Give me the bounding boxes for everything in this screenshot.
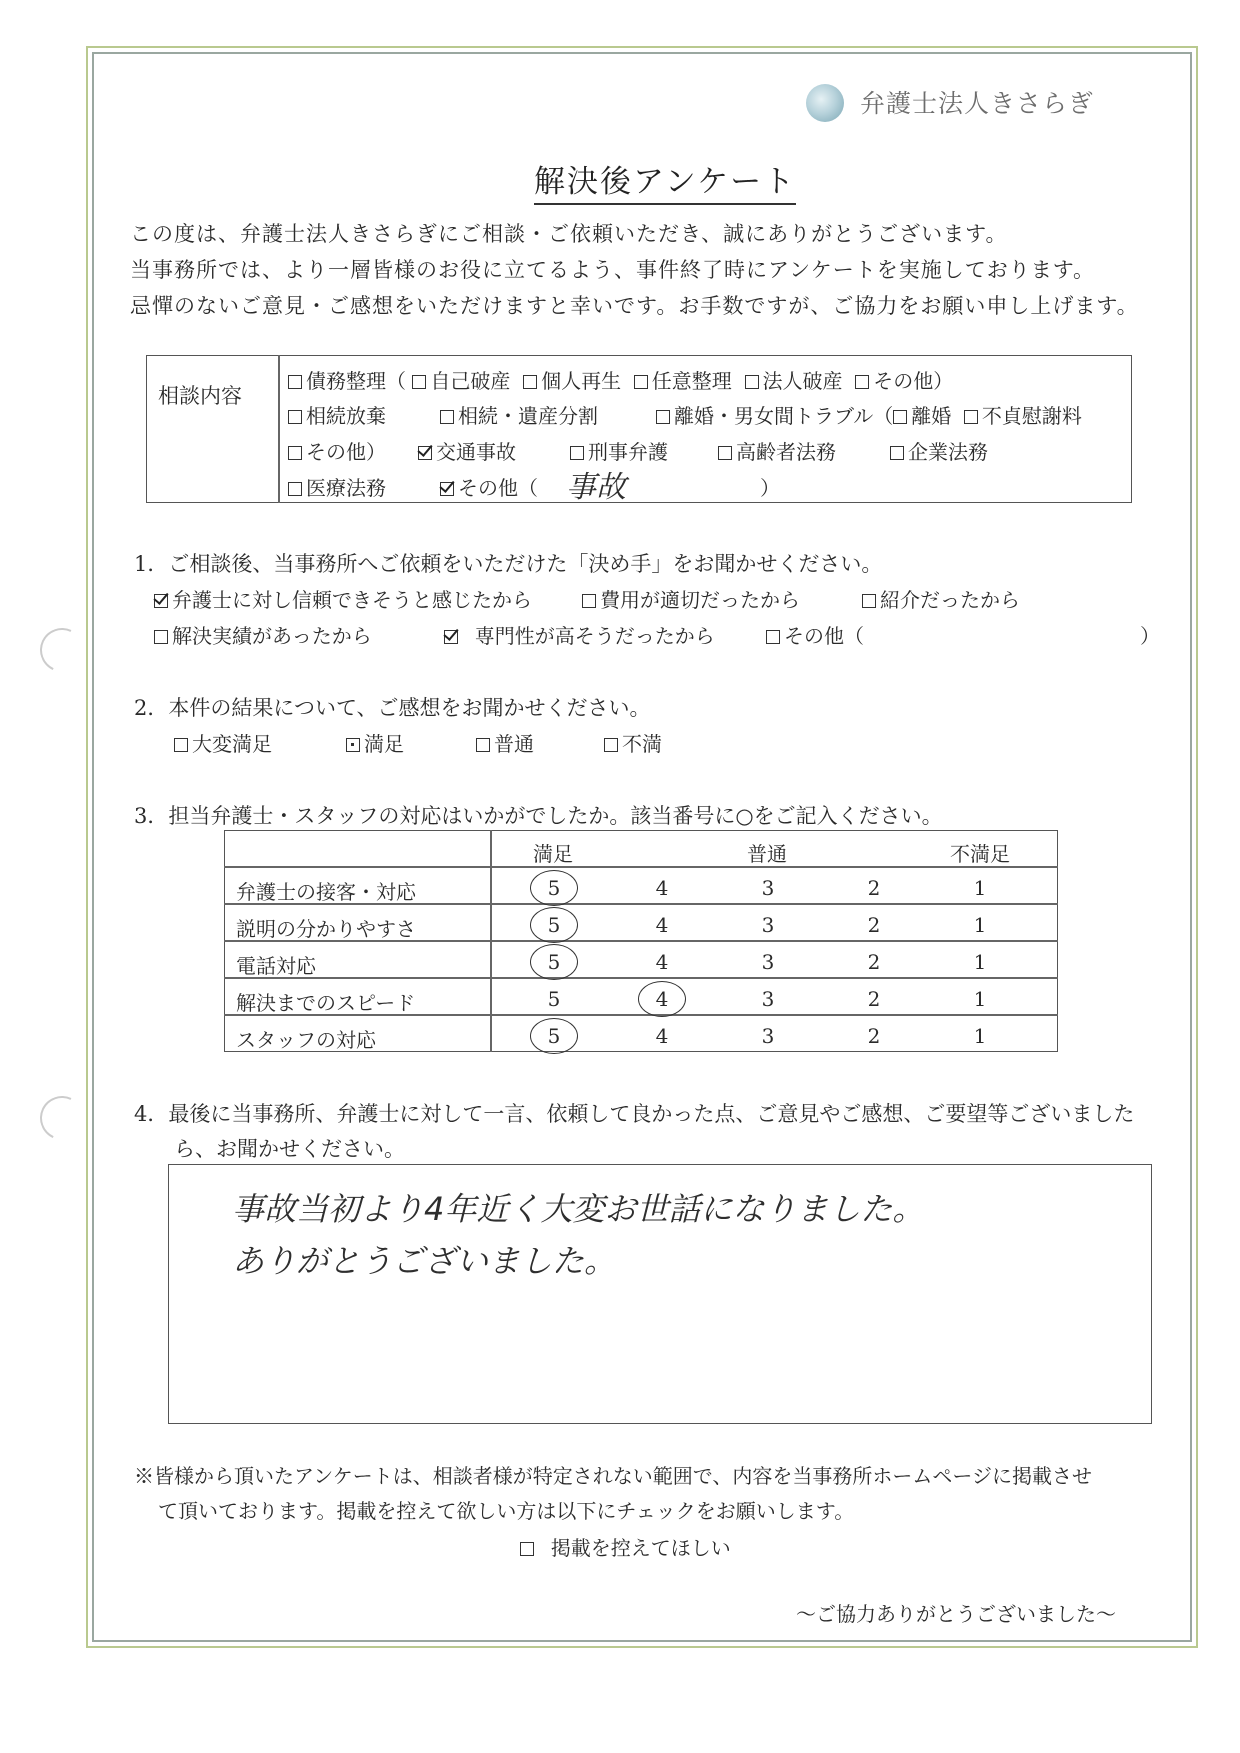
opt-corporate: 企業法務 <box>908 440 988 464</box>
rating-cell-4[interactable]: 4 <box>655 913 669 937</box>
q1-opt-other <box>766 620 864 649</box>
footer-note-line-1: ※皆様から頂いたアンケートは、相談者様が特定されない範囲で、内容を当事務所ホームページに掲載させ <box>134 1464 1092 1488</box>
q4-question-line-2: ら、お聞かせください。 <box>174 1137 405 1161</box>
rating-cell-1[interactable]: 1 <box>973 987 987 1011</box>
consult-divider <box>278 355 280 503</box>
rating-cell-2[interactable]: 2 <box>867 913 881 937</box>
checkbox-q1-fee[interactable] <box>582 594 596 608</box>
rating-header-dissatisfied: 不満足 <box>950 842 1010 866</box>
opt-criminal: 刑事弁護 <box>588 440 668 464</box>
rating-cell-4[interactable]: 4 <box>655 1024 669 1048</box>
other-close-paren: ） <box>760 476 780 500</box>
rating-cell-1[interactable]: 1 <box>973 950 987 974</box>
opt-debt-other: その他） <box>873 369 954 393</box>
consult-row-4 <box>288 472 386 501</box>
rating-selected-circle <box>638 981 686 1017</box>
rating-cell-5[interactable]: 5 <box>547 913 561 937</box>
opt-corp-bankruptcy: 法人破産 <box>762 369 843 393</box>
checkbox-q2-dissatisfied[interactable] <box>604 738 618 752</box>
rating-cell-3[interactable]: 3 <box>761 987 775 1011</box>
rating-row-label: スタッフの対応 <box>236 1028 376 1052</box>
consult-row-3b <box>418 436 516 465</box>
checkbox-debt-other[interactable] <box>855 375 869 389</box>
checkbox-corp-bankruptcy[interactable] <box>745 375 759 389</box>
consult-row-3e <box>890 436 988 465</box>
optout-row <box>520 1532 731 1561</box>
other-handwritten: 事故 <box>566 470 626 505</box>
rating-selected-circle <box>530 907 578 943</box>
checkbox-q2-satisfied[interactable] <box>346 738 360 752</box>
opt-inherit-renounce: 相続放棄 <box>306 404 386 428</box>
punch-hole-bottom <box>34 1090 90 1146</box>
thanks-text: ～ご協力ありがとうございました～ <box>796 1602 1116 1626</box>
rating-cell-3[interactable]: 3 <box>761 1024 775 1048</box>
comment-line-2: ありがとうございました。 <box>232 1242 617 1280</box>
rating-header-normal: 普通 <box>747 842 787 866</box>
rating-cell-5[interactable]: 5 <box>547 987 561 1011</box>
opt-traffic-accident: 交通事故 <box>436 440 516 464</box>
consult-row-3 <box>288 436 386 465</box>
q1-opt-expertise <box>444 620 715 649</box>
q2-opt-very-satisfied <box>174 728 272 757</box>
checkbox-divorce-trouble[interactable] <box>656 410 670 424</box>
opt-medical: 医療法務 <box>306 476 386 500</box>
consult-row-3c <box>570 436 668 465</box>
checkbox-q1-referral[interactable] <box>862 594 876 608</box>
checkbox-inherit-split[interactable] <box>440 410 454 424</box>
rating-cell-4[interactable]: 4 <box>655 950 669 974</box>
q4-question-line-1: 4．最後に当事務所、弁護士に対して一言、依頼して良かった点、ご意見やご感想、ご要望等ございました <box>134 1102 1135 1126</box>
consult-row-2b <box>440 400 598 429</box>
consult-row-4b <box>440 472 538 501</box>
checkbox-elderly[interactable] <box>718 446 732 460</box>
rating-table-row-divider <box>224 977 1058 979</box>
q1-label-fee: 費用が適切だったから <box>600 588 800 612</box>
checkbox-criminal[interactable] <box>570 446 584 460</box>
consult-row-2 <box>288 400 386 429</box>
consult-label: 相談内容 <box>158 384 242 408</box>
q3-question: 3．担当弁護士・スタッフの対応はいかがでしたか。該当番号に○をご記入ください。 <box>134 804 943 828</box>
rating-header-satisfied: 満足 <box>533 842 573 866</box>
checkbox-debt[interactable] <box>288 375 302 389</box>
checkbox-voluntary[interactable] <box>634 375 648 389</box>
rating-cell-2[interactable]: 2 <box>867 987 881 1011</box>
checkbox-q2-normal[interactable] <box>476 738 490 752</box>
checkbox-q1-track[interactable] <box>154 630 168 644</box>
checkbox-infidelity[interactable] <box>964 410 978 424</box>
q2-label-satisfied: 満足 <box>364 732 404 756</box>
opt-bankruptcy: 自己破産 <box>430 369 511 393</box>
comment-line-1: 事故当初より4年近く大変お世話になりました。 <box>232 1190 925 1228</box>
q1-label-referral: 紹介だったから <box>880 588 1020 612</box>
rating-selected-circle <box>530 1018 578 1054</box>
q1-question: 1．ご相談後、当事務所へご依頼をいただけた「決め手」をお聞かせください。 <box>134 552 883 576</box>
rating-selected-circle <box>530 870 578 906</box>
rating-cell-3[interactable]: 3 <box>761 913 775 937</box>
rating-cell-3[interactable]: 3 <box>761 950 775 974</box>
footer-note-line-2: て頂いております。掲載を控えて欲しい方は以下にチェックをお願いします。 <box>158 1499 855 1523</box>
q2-label-normal: 普通 <box>494 732 534 756</box>
opt-infidelity: 不貞慰謝料 <box>981 404 1082 428</box>
opt-debt: 債務整理（ <box>306 369 406 393</box>
firm-name: 弁護士法人きさらぎ <box>860 89 1095 118</box>
checkbox-q1-trust[interactable] <box>154 594 168 608</box>
rating-cell-3[interactable]: 3 <box>761 876 775 900</box>
consult-row-1 <box>288 365 953 394</box>
checkbox-traffic-accident[interactable] <box>418 446 432 460</box>
opt-divorce-trouble: 離婚・男女間トラブル（ <box>674 404 894 428</box>
intro-line-3: 忌憚のないご意見・ご感想をいただけますと幸いです。お手数ですが、ご協力をお願い申し上げます。 <box>130 294 1139 318</box>
q1-opt-track <box>154 620 372 649</box>
rating-cell-5[interactable]: 5 <box>547 950 561 974</box>
rating-cell-1[interactable]: 1 <box>973 876 987 900</box>
intro-line-1: この度は、弁護士法人きさらぎにご相談・ご依頼いただき、誠にありがとうございます。 <box>130 222 1008 246</box>
rating-row-label: 説明の分かりやすさ <box>236 917 416 941</box>
q1-label-track: 解決実績があったから <box>172 624 372 648</box>
rating-cell-4[interactable]: 4 <box>655 987 669 1011</box>
q2-question: 2．本件の結果について、ご感想をお聞かせください。 <box>134 696 651 720</box>
rating-table-row-divider <box>224 866 1058 868</box>
checkbox-family-other[interactable] <box>288 446 302 460</box>
q2-opt-satisfied <box>346 728 404 757</box>
q2-opt-normal <box>476 728 534 757</box>
checkbox-inherit-renounce[interactable] <box>288 410 302 424</box>
rating-cell-2[interactable]: 2 <box>867 876 881 900</box>
rating-row-label: 弁護士の接客・対応 <box>236 880 416 904</box>
opt-inherit-split: 相続・遺産分割 <box>458 404 598 428</box>
checkbox-q1-expertise[interactable] <box>444 630 458 644</box>
opt-other: その他（ <box>458 476 538 500</box>
q2-label-very-satisfied: 大変満足 <box>192 732 272 756</box>
consult-row-2c <box>656 400 1082 429</box>
q1-label-other: その他（ <box>784 624 864 648</box>
opt-divorce: 離婚 <box>911 404 952 428</box>
rating-cell-1[interactable]: 1 <box>973 913 987 937</box>
rating-cell-1[interactable]: 1 <box>973 1024 987 1048</box>
checkbox-corporate[interactable] <box>890 446 904 460</box>
checkbox-q1-other[interactable] <box>766 630 780 644</box>
punch-hole-top <box>34 622 90 678</box>
opt-elderly: 高齢者法務 <box>736 440 836 464</box>
opt-family-other: その他） <box>306 440 386 464</box>
optout-label: 掲載を控えてほしい <box>550 1536 731 1560</box>
q1-opt-trust <box>154 584 532 613</box>
q2-label-dissatisfied: 不満 <box>622 732 662 756</box>
q1-label-expertise: 専門性が高そうだったから <box>474 624 715 648</box>
checkbox-bankruptcy[interactable] <box>412 375 426 389</box>
rating-row-label: 解決までのスピード <box>236 991 416 1015</box>
q1-close-paren: ） <box>1140 624 1160 648</box>
checkbox-medical[interactable] <box>288 482 302 496</box>
firm-logo-icon <box>806 84 844 122</box>
checkbox-other[interactable] <box>440 482 454 496</box>
checkbox-q2-very-satisfied[interactable] <box>174 738 188 752</box>
q2-opt-dissatisfied <box>604 728 662 757</box>
rating-cell-2[interactable]: 2 <box>867 950 881 974</box>
page-title: 解決後アンケート <box>534 156 796 205</box>
q1-opt-fee <box>582 584 800 613</box>
q1-opt-referral <box>862 584 1020 613</box>
checkbox-optout[interactable] <box>520 1542 534 1556</box>
consult-row-3d <box>718 436 836 465</box>
opt-rehab: 個人再生 <box>541 369 622 393</box>
q1-label-trust: 弁護士に対し信頼できそうと感じたから <box>172 588 532 612</box>
checkbox-divorce[interactable] <box>893 410 907 424</box>
opt-voluntary: 任意整理 <box>651 369 732 393</box>
rating-cell-2[interactable]: 2 <box>867 1024 881 1048</box>
rating-cell-4[interactable]: 4 <box>655 876 669 900</box>
checkbox-rehab[interactable] <box>523 375 537 389</box>
rating-cell-5[interactable]: 5 <box>547 1024 561 1048</box>
rating-selected-circle <box>530 944 578 980</box>
rating-row-label: 電話対応 <box>236 954 316 978</box>
rating-cell-5[interactable]: 5 <box>547 876 561 900</box>
intro-line-2: 当事務所では、より一層皆様のお役に立てるよう、事件終了時にアンケートを実施しております。 <box>130 258 1096 282</box>
